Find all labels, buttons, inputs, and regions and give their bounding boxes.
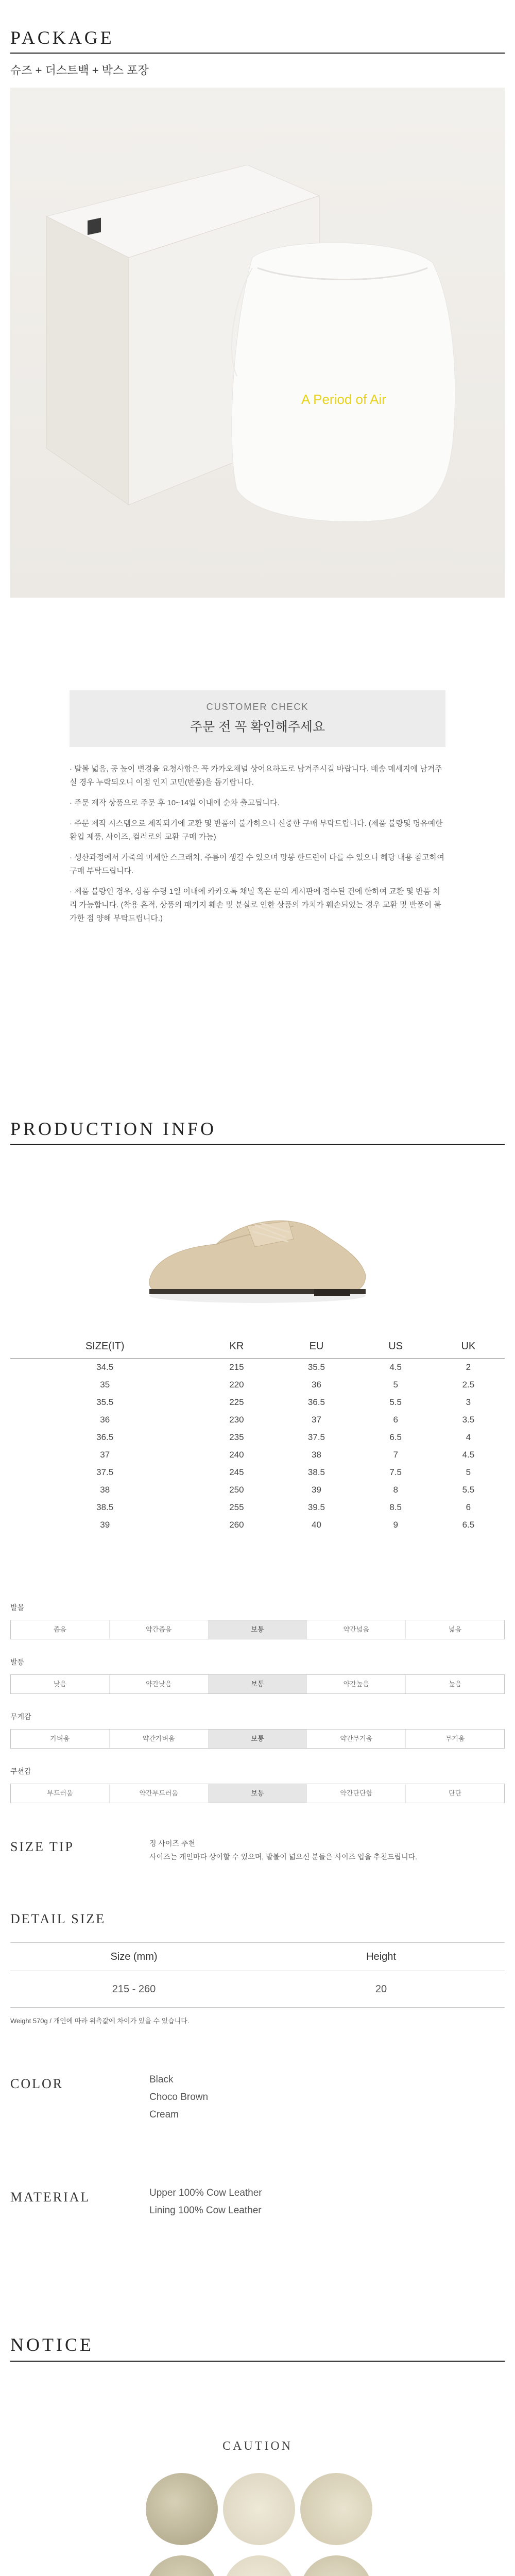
size-header-uk: UK <box>432 1334 505 1359</box>
size-cell: 36 <box>312 1380 321 1389</box>
detail-size-table <box>10 1942 505 2008</box>
size-header-us: US <box>359 1334 432 1359</box>
fit-scale-option: 약간단단함 <box>307 1784 406 1803</box>
check-item: · 제품 불량인 경우, 상품 수령 1일 이내에 카카오톡 채널 혹은 문의 게시판에 접수된 건에 한하여 교환 및 반품 처리 가능합니다. (착용 흔적, 상품의 패키지 훼손 및 분실로 인한 상품의 가치가 훼손되었는 경우 교환 및 반품이 불가한 점 양해 부탁드립니다.) <box>70 887 441 923</box>
customer-check-box <box>70 690 445 747</box>
fit-scale-options <box>10 1620 505 1639</box>
size-cell: 36.5 <box>307 1397 325 1407</box>
size-cell: 39 <box>312 1485 321 1495</box>
size-tip-text <box>149 1837 500 1863</box>
detail-size-header-height: Height <box>366 1951 396 1962</box>
fit-scale-label: 발볼 <box>10 1603 25 1612</box>
customer-check-list <box>70 762 445 933</box>
size-cell: 38 <box>100 1485 110 1495</box>
size-cell: 225 <box>229 1397 244 1407</box>
size-cell: 9 <box>393 1520 398 1530</box>
material-value: Upper 100% Cow Leather <box>149 2188 262 2198</box>
detail-size-header <box>10 1943 505 1971</box>
detail-size-value-size: 215 - 260 <box>112 1984 156 1995</box>
size-cell: 255 <box>229 1502 244 1512</box>
color-value: Black <box>149 2074 174 2085</box>
fit-scale-option: 약간넓음 <box>307 1620 406 1639</box>
size-cell: 35 <box>100 1380 110 1389</box>
size-tip-label: SIZE TIP <box>10 1839 74 1854</box>
material-values <box>149 2184 262 2219</box>
production-rule <box>10 1144 505 1145</box>
package-illustration <box>10 88 505 598</box>
fit-scale-option: 약간높음 <box>307 1675 406 1693</box>
fit-scale-option: 단단 <box>449 1789 462 1797</box>
size-cell: 39 <box>100 1520 110 1530</box>
detail-size-value-height: 20 <box>375 1984 387 1995</box>
size-cell: 38.5 <box>96 1502 114 1512</box>
size-cell: 3.5 <box>462 1415 475 1425</box>
customer-check-eyebrow: CUSTOMER CHECK <box>206 702 309 712</box>
dustbag-logo-text: A Period of Air <box>301 392 386 407</box>
size-cell: 39.5 <box>307 1502 325 1512</box>
material-value: Lining 100% Cow Leather <box>149 2205 262 2216</box>
size-table-row <box>10 1376 505 1394</box>
size-table-row <box>10 1411 505 1429</box>
color-values <box>149 2071 208 2124</box>
size-cell: 36 <box>100 1415 110 1425</box>
production-info-title: PRODUCTION INFO <box>10 1118 217 1139</box>
color-label: COLOR <box>10 2076 64 2091</box>
size-cell: 240 <box>229 1450 244 1460</box>
fit-scale <box>10 1766 505 1803</box>
notice-rule <box>10 2361 505 2362</box>
fit-scale-label: 쿠션감 <box>10 1767 31 1775</box>
fit-scale-option: 보통 <box>209 1675 307 1693</box>
package-photo <box>10 88 505 598</box>
caution-photo-4 <box>146 2555 218 2576</box>
size-cell: 4.5 <box>462 1450 475 1460</box>
size-cell: 37 <box>100 1450 110 1460</box>
size-cell: 35.5 <box>307 1362 325 1372</box>
size-cell: 8 <box>393 1485 398 1495</box>
size-cell: 6.5 <box>462 1520 475 1530</box>
fit-scale-option: 무거움 <box>445 1735 465 1742</box>
notice-title: NOTICE <box>10 2334 94 2355</box>
check-item: · 주문 제작 시스템으로 제작되기에 교환 및 반품이 불가하으니 신중한 구매 부탁드립니다. (제품 불량및 명유예한 환입 제품, 사이즈, 컬러로의 교환 구매 가능) <box>70 819 443 841</box>
material-label: MATERIAL <box>10 2190 91 2205</box>
color-value: Cream <box>149 2109 179 2120</box>
fit-scale-option: 보통 <box>209 1784 307 1803</box>
size-table-row <box>10 1429 505 1446</box>
fit-scale <box>10 1711 505 1749</box>
size-cell: 2.5 <box>462 1380 475 1389</box>
size-table-row <box>10 1446 505 1464</box>
caution-photo-3 <box>300 2473 372 2545</box>
fit-scale-label: 발등 <box>10 1658 25 1666</box>
size-table-row <box>10 1464 505 1481</box>
check-item: · 주문 제작 상품으로 주문 후 10~14일 이내에 순차 출고됩니다. <box>70 799 280 807</box>
size-cell: 230 <box>229 1415 244 1425</box>
size-cell: 37.5 <box>307 1432 325 1442</box>
size-cell: 4.5 <box>389 1362 402 1372</box>
fit-scale-label: 무게감 <box>10 1713 31 1721</box>
size-cell: 7.5 <box>389 1467 402 1477</box>
fit-scale-option: 약간부드러움 <box>110 1784 209 1803</box>
size-cell: 37 <box>312 1415 321 1425</box>
fit-scale <box>10 1602 505 1639</box>
size-cell: 36.5 <box>96 1432 114 1442</box>
size-table <box>10 1334 505 1534</box>
size-table-header <box>10 1334 505 1359</box>
size-cell: 40 <box>312 1520 321 1530</box>
size-cell: 6 <box>466 1502 471 1512</box>
fit-scale-option: 좁음 <box>11 1620 110 1639</box>
shoe-image <box>139 1170 376 1314</box>
fit-scales <box>10 1602 505 1821</box>
size-cell: 5 <box>466 1467 471 1477</box>
size-cell: 5.5 <box>462 1485 475 1495</box>
size-cell: 3 <box>466 1397 471 1407</box>
size-header-kr: KR <box>199 1334 273 1359</box>
size-cell: 5 <box>393 1380 398 1389</box>
size-cell: 38.5 <box>307 1467 325 1477</box>
color-value: Choco Brown <box>149 2092 209 2103</box>
fit-scale-option: 약간무거움 <box>307 1730 406 1748</box>
detail-size-row <box>10 1971 505 2008</box>
size-table-row <box>10 1394 505 1411</box>
size-cell: 5.5 <box>389 1397 402 1407</box>
check-item: · 생산과정에서 가죽의 미세한 스크래치, 주름이 생길 수 있으며 망봉 한드런이 다를 수 있으니 해당 내용 참고하여 구매 부탁드립니다. <box>70 853 444 875</box>
fit-scale-option: 보통 <box>209 1620 307 1639</box>
size-cell: 245 <box>229 1467 244 1477</box>
fit-scale-options <box>10 1784 505 1803</box>
fit-scale <box>10 1657 505 1694</box>
size-cell: 250 <box>229 1485 244 1495</box>
size-table-row <box>10 1499 505 1516</box>
size-cell: 6.5 <box>389 1432 402 1442</box>
detail-size-label: DETAIL SIZE <box>10 1911 106 1926</box>
fit-scale-option: 넓음 <box>449 1625 462 1633</box>
shoe-illustration <box>139 1170 376 1314</box>
size-cell: 6 <box>393 1415 398 1425</box>
detail-size-note: Weight 570g / 개인에 따라 위측값에 차이가 있을 수 있습니다. <box>10 2017 190 2025</box>
fit-scale-options <box>10 1674 505 1694</box>
package-title: PACKAGE <box>10 27 114 48</box>
fit-scale-options <box>10 1729 505 1749</box>
size-table-body <box>10 1359 505 1534</box>
size-cell: 7 <box>393 1450 398 1460</box>
package-rule <box>10 53 505 54</box>
fit-scale-option: 약간가벼움 <box>110 1730 209 1748</box>
size-cell: 34.5 <box>96 1362 114 1372</box>
size-tip-line: 사이즈는 개인마다 상이할 수 있으며, 발볼이 넓으신 분들은 사이즈 업을 추천드립니다. <box>149 1853 418 1861</box>
size-table-row <box>10 1359 505 1377</box>
size-cell: 220 <box>229 1380 244 1389</box>
caution-label: CAUTION <box>222 2439 293 2453</box>
caution-photo-6 <box>300 2555 372 2576</box>
size-tip-line: 정 사이즈 추천 <box>149 1839 195 1848</box>
size-cell: 35.5 <box>96 1397 114 1407</box>
size-header-it: SIZE(IT) <box>10 1334 199 1359</box>
fit-scale-option: 가벼움 <box>11 1730 110 1748</box>
fit-scale-option: 약간낮음 <box>110 1675 209 1693</box>
size-cell: 37.5 <box>96 1467 114 1477</box>
size-cell: 235 <box>229 1432 244 1442</box>
size-table-row <box>10 1516 505 1534</box>
size-header-eu: EU <box>273 1334 359 1359</box>
package-subtitle: 슈즈 + 더스트백 + 박스 포장 <box>10 64 149 77</box>
caution-photo-1 <box>146 2473 218 2545</box>
customer-check-heading: 주문 전 꼭 확인해주세요 <box>190 720 325 734</box>
size-cell: 2 <box>466 1362 471 1372</box>
caution-photo-5 <box>223 2555 295 2576</box>
size-cell: 260 <box>229 1520 244 1530</box>
size-cell: 38 <box>312 1450 321 1460</box>
caution-photo-2 <box>223 2473 295 2545</box>
size-cell: 215 <box>229 1362 244 1372</box>
fit-scale-option: 높음 <box>449 1680 462 1688</box>
size-cell: 4 <box>466 1432 471 1442</box>
fit-scale-option: 보통 <box>209 1730 307 1748</box>
fit-scale-option: 낮음 <box>11 1675 110 1693</box>
check-item: · 발볼 넓음, 공 높이 변경을 요청사항은 꼭 카카오채널 상어요하도로 남겨주시길 바랍니다. 배송 메세지에 남겨주실 경우 누락되오니 이점 인지 고민(반품)을 돕기랍니다. <box>70 765 442 787</box>
size-cell: 8.5 <box>389 1502 402 1512</box>
fit-scale-option: 부드러움 <box>11 1784 110 1803</box>
size-table-row <box>10 1481 505 1499</box>
fit-scale-option: 약간좁음 <box>110 1620 209 1639</box>
detail-size-header-size: Size (mm) <box>110 1951 158 1962</box>
